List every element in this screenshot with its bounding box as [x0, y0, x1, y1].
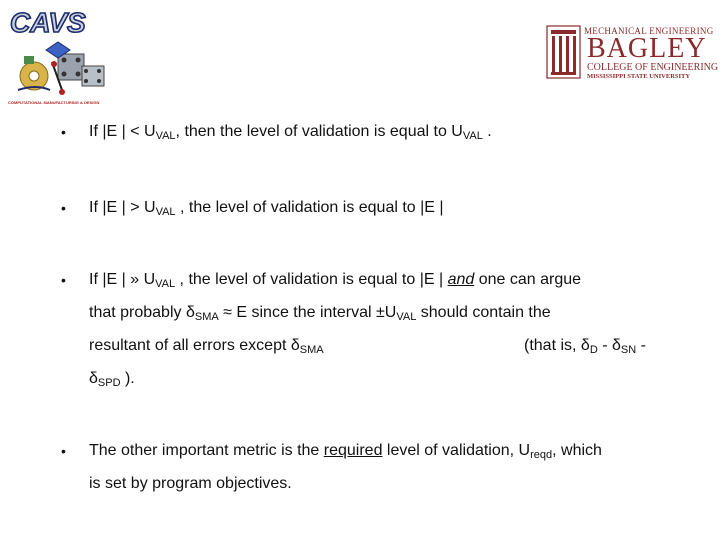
- bagley-logo-top: MECHANICAL ENGINEERING: [584, 26, 714, 36]
- bullet-3: •: [61, 272, 66, 288]
- cavs-logo-caption: COMPUTATIONAL MANUFACTURING & DESIGN: [8, 100, 100, 105]
- bullet-3-line-2: that probably $\delta_{SMA} \approx E$ since the interval $\pm U_{VAL}$ should contain the: [89, 304, 551, 323]
- bagley-logo-sub1: COLLEGE OF ENGINEERING: [587, 62, 719, 73]
- bullet-3-line-3a: resultant of all errors except $\delta_{SMA}$: [89, 337, 324, 356]
- bullet-1: •: [61, 124, 66, 140]
- bullet-2-text: If |E | > $U_{VAL}$ , the level of validation is equal to |E |: [89, 199, 444, 218]
- bullet-1-text: If |E | < $U_{VAL}$, then the level of validation is equal to $U_{VAL}$ .: [89, 123, 492, 142]
- cavs-logo-graphic: [6, 4, 110, 108]
- building-icon: [546, 24, 582, 80]
- bullet-3-line-4: $\delta_{SPD}$ ).: [89, 370, 135, 389]
- cavs-logo-title: CAVS: [10, 7, 86, 38]
- bullet-4-line-2: is set by program objectives.: [89, 475, 292, 492]
- bullet-2: •: [61, 200, 66, 216]
- cavs-logo: [6, 4, 110, 108]
- bullet-4: •: [61, 443, 66, 459]
- bullet-3-line-3b: (that is, $\delta_D - \delta_{SN}$ -: [524, 337, 646, 356]
- bullet-3-line-1: If |E | » $U_{VAL}$ , the level of validation is equal to |E | and one can argue: [89, 271, 582, 290]
- bagley-logo: [546, 24, 719, 82]
- bullet-4-line-1: The other important metric is the required level of validation, $U_{reqd}$, which: [89, 442, 602, 461]
- bagley-logo-sub2: MISSISSIPPI STATE UNIVERSITY: [587, 73, 691, 80]
- bagley-logo-main: BAGLEY: [587, 33, 707, 64]
